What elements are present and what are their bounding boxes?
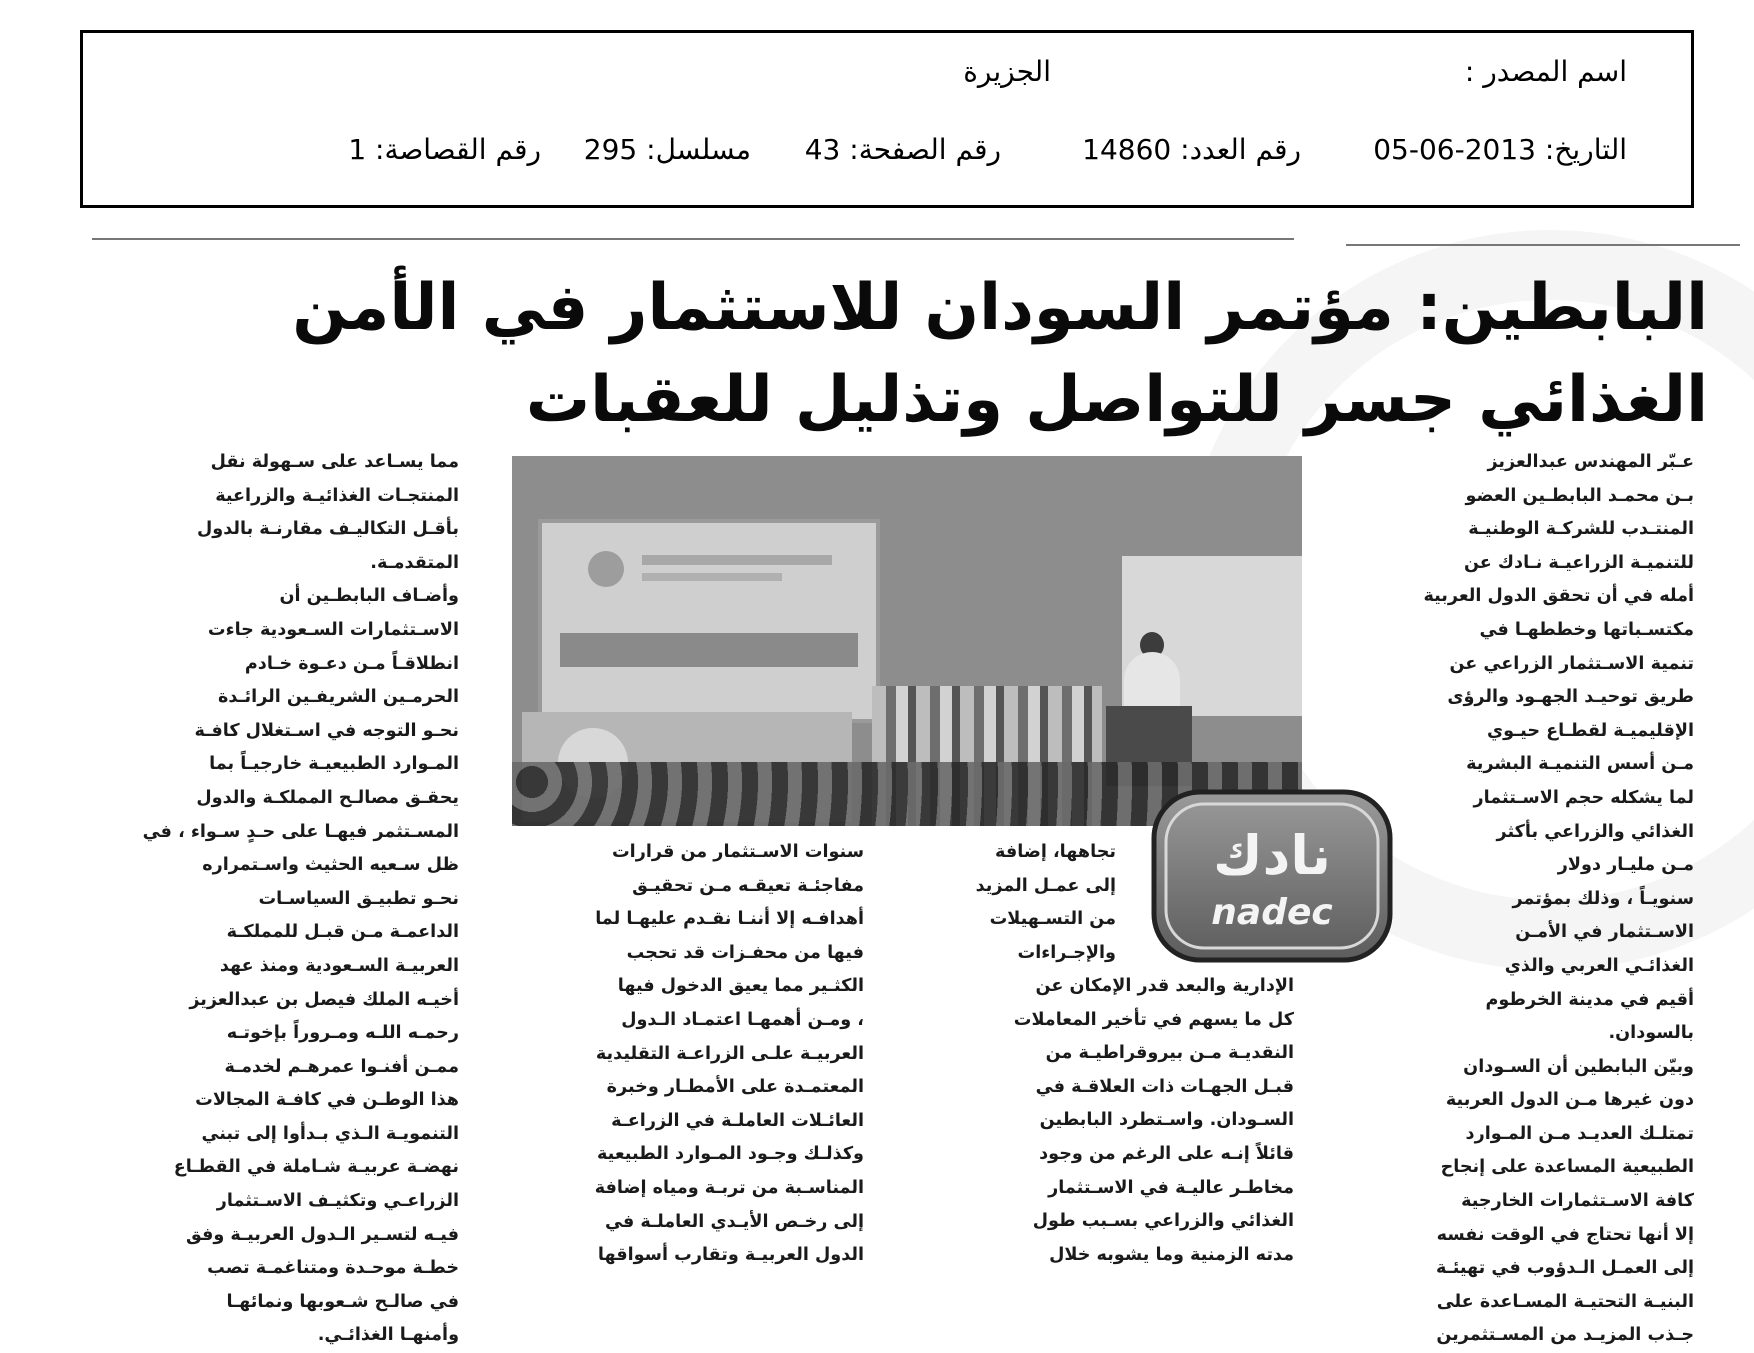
column-4-text: مما يسـاعد على سـهولة نقل المنتجـات الغذائيـة والزراعية بأقـل التكاليـف مقارنـة بالدول المتقدمـة. وأضـاف البابطـين أن الاسـتثمارات السـعودية جاءت انطلاقـاً مـن دعـوة خـادم الحرمـين الشريفـين الرائـدة نحـو التوجه في اسـتغلال كافـة المـوارد الطبيعيـة خارجيـاً بما يحقـق مصالـح المملكـة والدول المسـتثمر فيهـا على حـدٍ سـواء ، في ظل سـعيه الحثيث واسـتمراره نحـو تطبيـق السياسـات الداعمـة مـن قبـل للمملكـة العربيـة السـعودية ومنذ عهد أخيـه الملك فيصل بن عبدالعزيز رحمـه اللـه ومـروراً بإخوتـه ممـن أفنـوا عمرهـم لخدمـة هذا الوطـن في كافـة المجالات التنمويـة الـذي بـدأوا إلى تبني نهضـة عربيـة شـاملة في القطـاع الزراعـي وتكثيـف الاسـتثمار فيـه لتسـير الـدول العربيـة وفق خطـة موحـدة ومتناغمـة تصب في صالـح شـعوبها ونمائهـا وأمنهـا الغذائـي. [142,452,459,1346]
serial-field: مسلسل: 295 [583,133,751,166]
column-3-text: سنوات الاسـتثمار من قرارات مفاجئـة تعيقـه مـن تحقيـق أهدافـه إلا أننـا نقـدم عليهـا لما فيها من محفـزات قد تحجب الكثـير مما يعيق الدخول فيها ، ومـن أهمهـا اعتمـاد الـدول العربيـة علـى الزراعـة التقليدية المعتمـدة على الأمطـار وخبرة العائـلات العاملـة في الزراعـة وكذلـك وجـود المـوارد الطبيعية المناسـبة من تربـة ومياه إضافة إلى رخـص الأيـدي العاملـة في الدول العربيـة وتقارب أسواقها [594,842,864,1266]
article-headline [248,262,1708,446]
clip-number-field: رقم القصاصة: 1 [348,133,541,166]
top-rule-left [92,238,1294,240]
clipping-metadata-box [80,30,1694,208]
conference-photo [512,456,1302,826]
nadec-logo [1150,788,1394,964]
date-field: التاريخ: 2013-06-05 [1373,133,1627,166]
speaker [1124,652,1180,714]
article-column-1 [1394,446,1694,1353]
logo-arabic-text: نادك [1213,824,1331,887]
issue-number-field: رقم العدد: 14860 [1082,133,1301,166]
source-label: اسم المصدر : [1464,55,1627,88]
article-column-2 [936,970,1294,1272]
column-2-text: الإدارية والبعد قدر الإمكان عن كل ما يسهم في تأخير المعاملات النقديـة مـن بيروقراطيـة من قبـل الجهـات ذات العلاقـة في السـودان. واسـتطرد البابطين قائلاً إنـه على الرغم من وجود مخاطـر عاليـة في الاسـتثمار الغذائي والزراعي بسـبب طول مدته الزمنية وما يشوبه خلال [1013,976,1294,1265]
projection-screen [538,519,880,723]
column-1-text: عـبّر المهندس عبدالعزيز بـن محمـد البابطـين العضو المنتـدب للشركـة الوطنيـة للتنميـة الزراعيـة نـادك عن أمله في أن تحقق الدول العربية مكتسـباتها وخططهـا في تنمية الاسـتثمار الزراعي عن طريق توحيـد الجهـود والرؤى الإقليميـة لقطـاع حيـوي مـن أسس التنميـة البشرية لما يشكله حجم الاسـتثمار الغذائي والزراعي بأكثر مـن مليـار دولار سنويـاً ، وذلك بمؤتمر الاسـتثمار في الأمـن الغذائـي العربي والذي أقيم في مدينة الخرطوم بالسودان. وبيّن البابطين أن السـودان دون غيرها مـن الدول العربية تمتلـك العديـد مـن المـوارد الطبيعية المساعدة على إنجاح كافة الاسـتثمارات الخارجية إلا أنها تحتاج في الوقت نفسه إلى العمـل الـدؤوب في تهيئـة البنيـة التحتيـة المسـاعدة على جـذب المزيـد من المسـتثمرين [1423,452,1694,1346]
article-column-2-top [936,836,1116,970]
page-number-field: رقم الصفحة: 43 [804,133,1001,166]
screen-logo [588,551,624,587]
logo-latin-text: nadec [1211,892,1333,933]
source-value: الجزيرة [963,55,1051,88]
article-column-3 [512,836,864,1273]
headline-line-1: البابطين: مؤتمر السودان للاستثمار في الأمن [292,271,1708,345]
top-rule-right [1346,244,1740,246]
headline-line-2: الغذائي جسر للتواصل وتذليل للعقبات [525,363,1708,437]
column-2-top-text: تجاهها، إضافة إلى عمـل المزيد من التسـهيلات والإجـراءات [975,842,1116,963]
article-column-4 [97,446,459,1353]
